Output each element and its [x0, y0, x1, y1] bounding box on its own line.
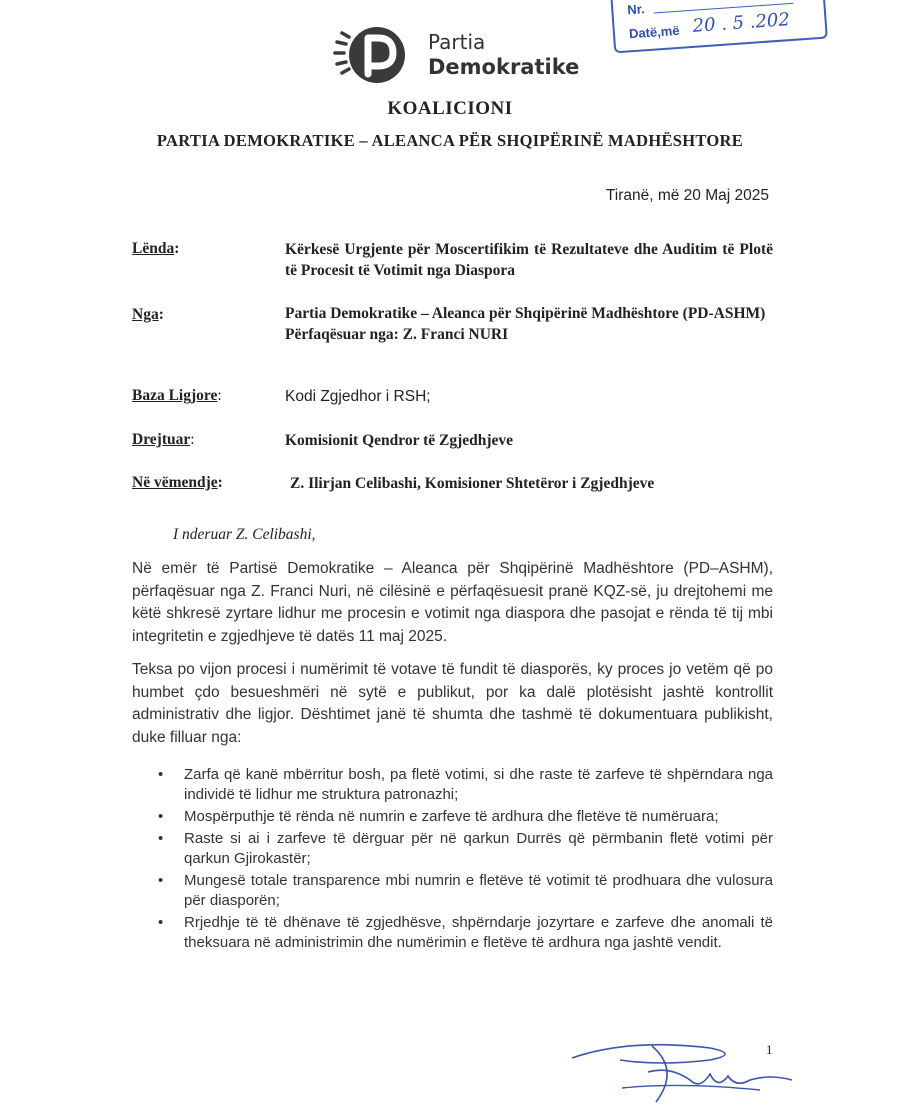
field-label-drejtuar: Drejtuar:	[132, 431, 195, 448]
field-value-lenda: Kërkesë Urgjente për Moscertifikim të Rezultateve dhe Auditim të Plotë të Procesit të Votimit nga Diaspora	[285, 241, 773, 279]
bullet-dot: •	[158, 766, 164, 783]
list-item: • Rrjedhje të të dhënave të zgjedhësve, shpërndarje jozyrtare e zarfeve dhe anomali të theksuara në administrimin dhe numërimin e fletëve të ardhura nga jashtë vendit.	[158, 914, 773, 951]
field-value-nga-line1: Partia Demokratike – Aleanca për Shqipërinë Madhështore (PD-ASHM)	[285, 305, 766, 322]
coalition-heading: KOALICIONI	[387, 98, 513, 119]
field-label-lenda: Lënda:	[132, 240, 180, 257]
party-logo-icon	[333, 22, 413, 88]
handwritten-signature	[560, 1030, 800, 1105]
stamp-date-label: Datë,më	[628, 22, 681, 42]
field-value-baza: Kodi Zgjedhor i RSH;	[285, 388, 431, 405]
list-item: • Mungesë totale transparence mbi numrin e fletëve të votimit të prodhuara dhe vulosura për diasporën;	[158, 872, 773, 909]
list-item: • Mospërputhje të rënda në numrin e zarfeve të ardhura dhe fletëve të numëruara;	[158, 808, 719, 825]
field-label-baza: Baza Ligjore:	[132, 387, 222, 404]
field-label-vemendje: Në vëmendje:	[132, 474, 223, 491]
logo-line1: Partia	[428, 30, 486, 54]
field-value-drejtuar: Komisionit Qendror të Zgjedhjeve	[285, 432, 514, 449]
stamp-date-value: 20 . 5 .202	[691, 9, 791, 37]
date-line: Tiranë, më 20 Maj 2025	[605, 187, 769, 204]
registration-stamp	[610, 0, 828, 53]
field-value-nga-line2: Përfaqësuar nga: Z. Franci NURI	[285, 326, 509, 343]
field-value-vemendje: Z. Ilirjan Celibashi, Komisioner Shtetëror i Zgjedhjeve	[290, 475, 655, 492]
list-item: • Zarfa që kanë mbërritur bosh, pa fletë votimi, si dhe raste të zarfeve të shpërndara nga individë të lidhur me struktura patronazhi;	[158, 766, 773, 803]
bullet-dot: •	[158, 808, 164, 825]
coalition-subtitle: PARTIA DEMOKRATIKE – ALEANCA PËR SHQIPËRINË MADHËSHTORE	[156, 131, 744, 150]
field-value-nga	[285, 303, 773, 345]
paragraph-1: Në emër të Partisë Demokratike – Aleanca për Shqipërinë Madhështore (PD–ASHM), përfaqësuar nga Z. Franci Nuri, në cilësinë e përfaqësuesit pranë KQZ-së, ju drejtohemi me këtë shkresë zyrtare lidhur me procesin e votimit nga diaspora dhe pasojat e rënda të tij mbi integritetin e zgjedhjeve të datës 11 maj 2025.	[132, 560, 773, 645]
stamp-nr-label: Nr.	[626, 1, 646, 18]
salutation: I nderuar Z. Celibashi,	[173, 526, 316, 543]
list-item: • Raste si ai i zarfeve të dërguar për në qarkun Durrës që përmbanin fletë votimi për qarkun Gjirokastër;	[158, 830, 773, 867]
page-number: 1	[766, 1042, 773, 1057]
bullet-dot: •	[158, 914, 164, 931]
field-label-nga: Nga:	[132, 306, 164, 323]
bullet-dot: •	[158, 872, 164, 889]
logo-line2: Demokratike	[428, 55, 580, 79]
bullet-list	[132, 765, 773, 955]
party-logo	[333, 22, 580, 88]
paragraph-2: Teksa po vijon procesi i numërimit të votave të fundit të diasporës, ky proces jo vetëm që po humbet çdo besueshmëri në sytë e publikut, por ka dalë plotësisht jashtë kontrollit administrativ dhe ligjor. Dështimet janë të shumta dhe tashmë të dokumentuara publikisht, duke filluar nga:	[132, 661, 773, 746]
bullet-dot: •	[158, 830, 164, 847]
